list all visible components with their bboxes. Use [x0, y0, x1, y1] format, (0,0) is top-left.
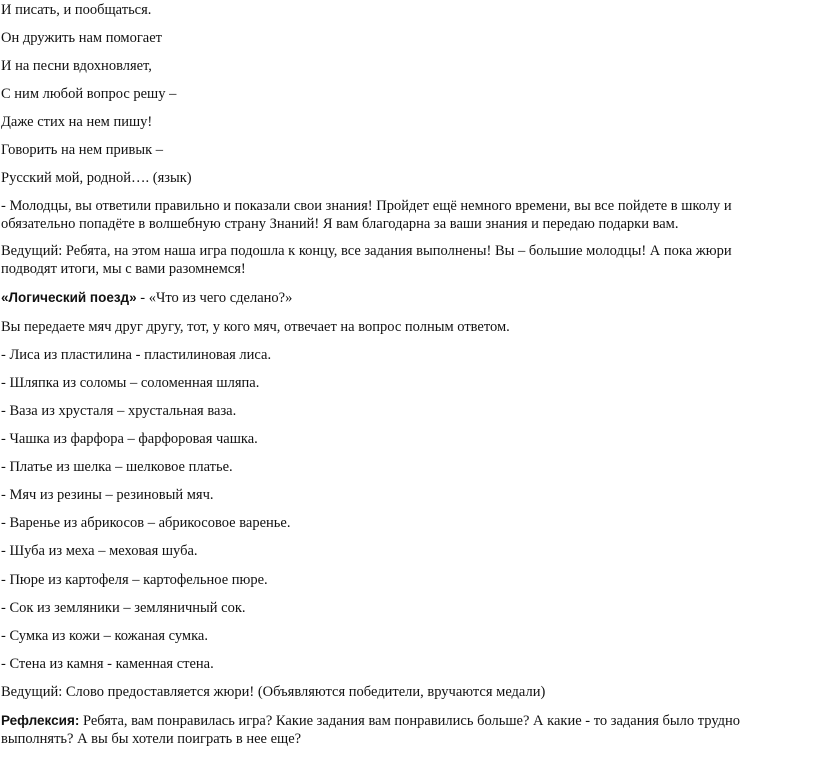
- list-item: - Пюре из картофеля – картофельное пюре.: [1, 572, 268, 588]
- praise-paragraph: - Молодцы, вы ответили правильно и показали свои знания! Пройдет ещё немного времени, вы все пойдете в школу и обязательно попадёте в волшебную страну Знаний! Я вам благодарна за ваши знания и передаю подарки вам.: [1, 198, 732, 232]
- poem-line: И писать, и пообщаться.: [1, 2, 152, 18]
- game-title: «Логический поезд»: [1, 290, 137, 305]
- game-heading: [1, 289, 292, 307]
- list-item: - Платье из шелка – шелковое платье.: [1, 459, 233, 475]
- reflection-text: Ребята, вам понравилась игра? Какие задания вам понравились больше? А какие - то задания было трудно выполнять? А вы бы хотели поиграть в нее еще?: [1, 713, 741, 747]
- list-item: - Шуба из меха – меховая шуба.: [1, 543, 198, 559]
- reflection-paragraph: [1, 712, 781, 748]
- list-item: - Чашка из фарфора – фарфоровая чашка.: [1, 431, 258, 447]
- host-end-paragraph: Ведущий: Ребята, на этом наша игра подошла к концу, все задания выполнены! Вы – большие молодцы! А пока жюри подводят итоги, мы с вами разомнемся!: [1, 243, 732, 277]
- instruction-line: Вы передаете мяч друг другу, тот, у кого мяч, отвечает на вопрос полным ответом.: [1, 319, 510, 335]
- list-item: - Шляпка из соломы – соломенная шляпа.: [1, 375, 260, 391]
- list-item: - Ваза из хрусталя – хрустальная ваза.: [1, 403, 237, 419]
- game-subtitle: - «Что из чего сделано?»: [136, 290, 293, 306]
- list-item: - Сок из земляники – земляничный сок.: [1, 600, 246, 616]
- host-jury-line: Ведущий: Слово предоставляется жюри! (Объявляются победители, вручаются медали): [1, 684, 546, 700]
- poem-line: С ним любой вопрос решу –: [1, 86, 177, 102]
- list-item: - Варенье из абрикосов – абрикосовое варенье.: [1, 515, 291, 531]
- poem-line: И на песни вдохновляет,: [1, 58, 152, 74]
- poem-line: Русский мой, родной…. (язык): [1, 170, 192, 186]
- poem-line: Даже стих на нем пишу!: [1, 114, 153, 130]
- poem-line: Он дружить нам помогает: [1, 30, 163, 46]
- list-item: - Сумка из кожи – кожаная сумка.: [1, 628, 208, 644]
- list-item: - Лиса из пластилина - пластилиновая лиса.: [1, 347, 272, 363]
- reflection-label: Рефлексия:: [1, 713, 80, 728]
- list-item: - Стена из камня - каменная стена.: [1, 656, 214, 672]
- list-item: - Мяч из резины – резиновый мяч.: [1, 487, 214, 503]
- poem-line: Говорить на нем привык –: [1, 142, 164, 158]
